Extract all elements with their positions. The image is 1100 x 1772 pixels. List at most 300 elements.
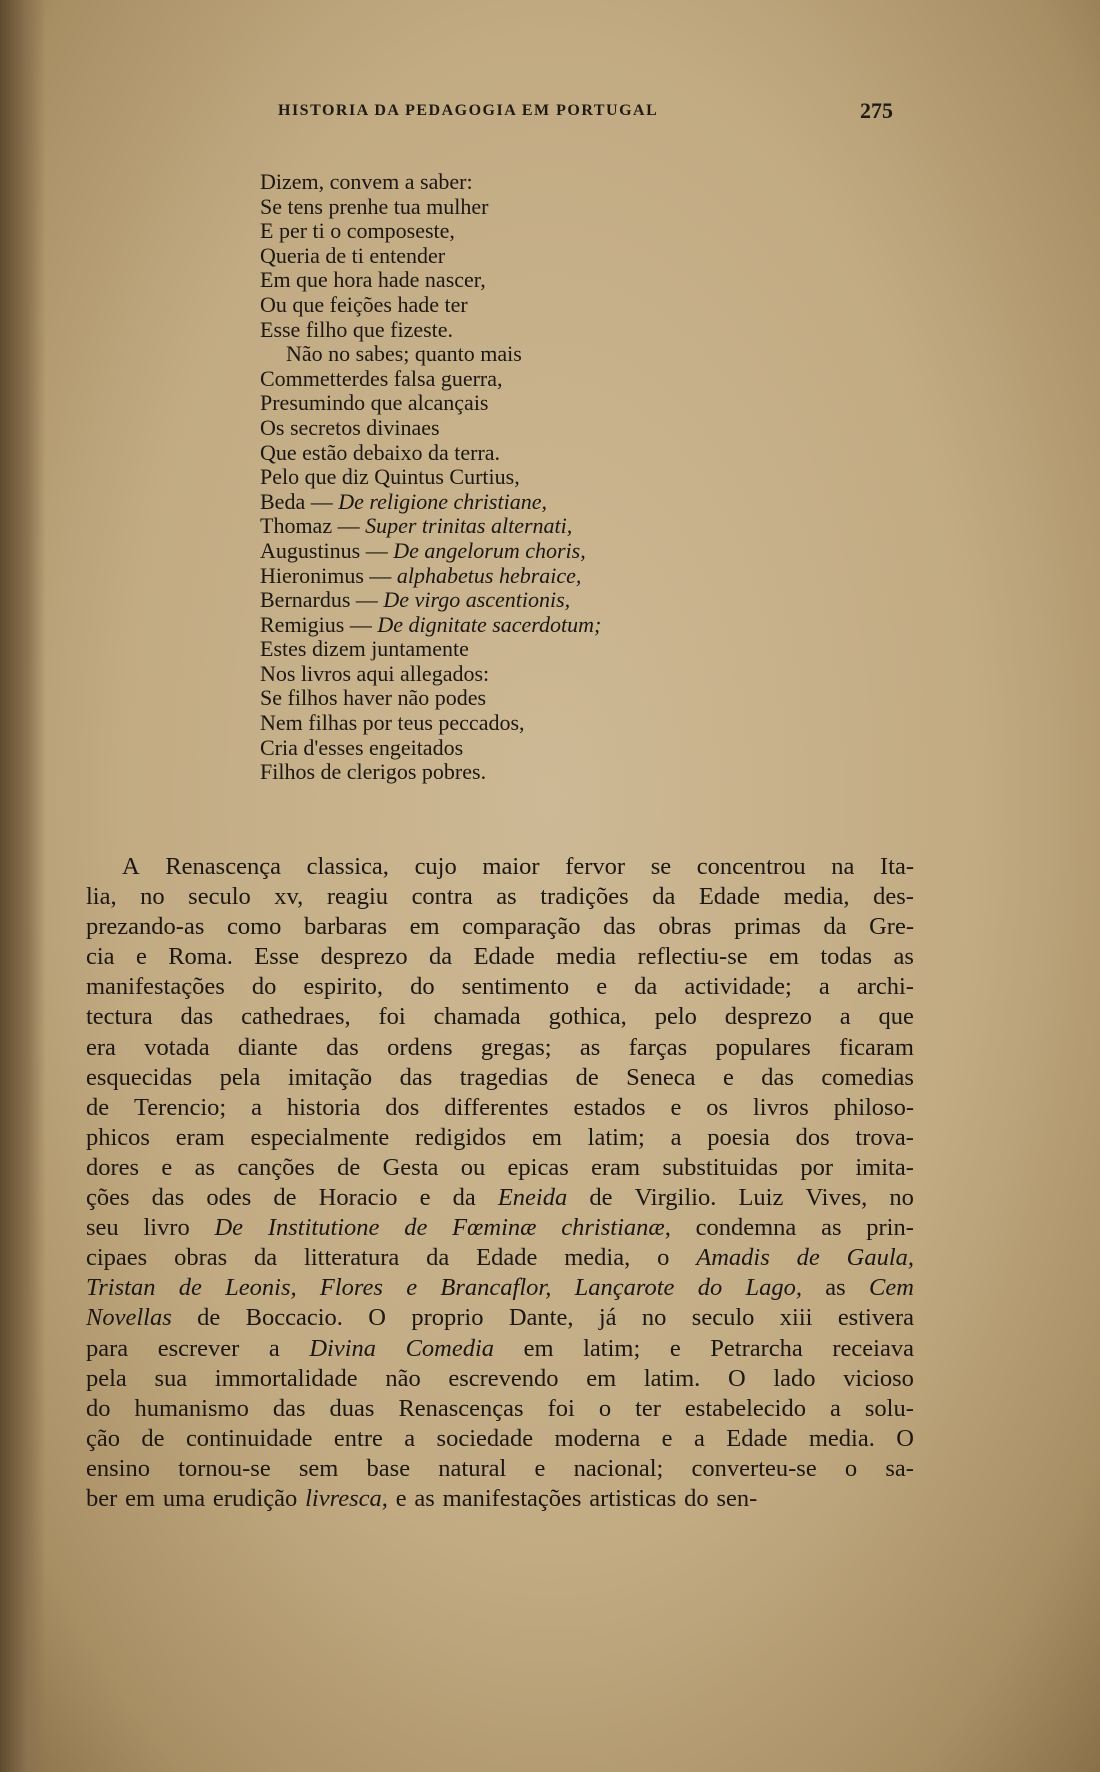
- prose-word: sua: [154, 1364, 188, 1392]
- prose-line: [86, 1334, 914, 1364]
- prose-word: ber: [86, 1484, 118, 1512]
- poem-dash: —: [363, 562, 397, 588]
- poem-dash: —: [332, 513, 366, 539]
- prose-word: receiava: [832, 1334, 914, 1362]
- prose-word: ou: [460, 1153, 486, 1181]
- prose-word: livresca,: [305, 1484, 388, 1512]
- prose-word: as: [414, 1484, 435, 1512]
- prose-word: Luiz: [738, 1184, 784, 1212]
- prose-word: ção: [86, 1424, 120, 1452]
- prose-word: cipaes: [86, 1244, 148, 1272]
- prose-word: reflectiu-se: [637, 943, 748, 971]
- prose-word: era: [86, 1033, 116, 1061]
- prose-word: Fœminæ: [452, 1214, 537, 1242]
- prose-word: as: [579, 1033, 601, 1061]
- prose-word: de: [337, 1153, 361, 1181]
- prose-word: de: [589, 1184, 613, 1212]
- poem-line: Se filhos haver não podes: [260, 685, 487, 711]
- prose-word: converteu-se: [691, 1454, 817, 1482]
- prose-line: [86, 1484, 914, 1514]
- prose-word: tornou-se: [178, 1454, 271, 1482]
- prose-word: e: [406, 1274, 418, 1302]
- prose-word: a: [818, 973, 830, 1001]
- prose-line: [86, 1213, 914, 1243]
- poem-line: [260, 564, 780, 589]
- prose-word: desprezo: [320, 943, 408, 971]
- prose-line: [86, 1394, 914, 1424]
- prose-word: manifestações: [86, 973, 225, 1001]
- poem-block: [260, 170, 780, 785]
- prose-word: desprezo: [724, 1003, 812, 1031]
- prose-word: barbaras: [304, 913, 387, 941]
- poem-line: Presumindo que alcançais: [260, 390, 489, 416]
- prose-word: archi-: [856, 973, 914, 1001]
- prose-word: ções: [86, 1184, 130, 1212]
- prose-word: O: [727, 1364, 746, 1392]
- poem-line: Esse filho que fizeste.: [260, 316, 454, 342]
- prose-word: a: [839, 1003, 851, 1031]
- prose-word: continuidade: [185, 1424, 313, 1452]
- poem-line: [260, 539, 780, 564]
- prose-word: do: [697, 1274, 723, 1302]
- prose-word: de: [575, 1063, 599, 1091]
- prose-word: de: [178, 1274, 202, 1302]
- prose-paragraph: [86, 852, 914, 1514]
- prose-word: foi: [378, 1003, 406, 1031]
- prose-line: [86, 1033, 914, 1063]
- prose-word: Divina: [309, 1334, 377, 1362]
- prose-line: [86, 1424, 914, 1454]
- prose-word: comparação: [462, 913, 581, 941]
- prose-word: Dante,: [508, 1304, 574, 1332]
- prose-word: entre: [333, 1424, 383, 1452]
- prose-line: [86, 972, 914, 1002]
- prose-word: moderna: [554, 1424, 641, 1452]
- prose-word: tradições: [540, 883, 629, 911]
- poem-line: Nos livros aqui allegados:: [260, 660, 490, 686]
- prose-word: pela: [86, 1364, 127, 1392]
- prose-word: da: [429, 943, 453, 971]
- prose-word: para: [86, 1334, 129, 1362]
- prose-word: media,: [783, 883, 850, 911]
- prose-word: comedias: [821, 1063, 914, 1091]
- prose-line: [86, 1002, 914, 1032]
- prose-word: da: [823, 913, 847, 941]
- prose-word: cujo: [414, 853, 457, 880]
- prose-word: foi: [547, 1394, 575, 1422]
- poem-line: Queria de ti entender: [260, 242, 446, 268]
- prose-word: da: [452, 1184, 476, 1212]
- prose-word: das: [151, 1184, 185, 1212]
- poem-line: Ou que feições hade ter: [260, 291, 468, 317]
- prose-line: [86, 942, 914, 972]
- prose-word: lia,: [86, 883, 117, 911]
- prose-word: as: [194, 1153, 215, 1181]
- prose-word: as: [821, 1214, 842, 1242]
- prose-word: canções: [237, 1153, 315, 1181]
- prose-word: Petrarcha: [710, 1334, 803, 1362]
- prose-word: gregas;: [480, 1033, 552, 1061]
- prose-word: Vives,: [805, 1184, 868, 1212]
- prose-word: escrevendo: [448, 1364, 559, 1392]
- prose-word: litteratura: [304, 1244, 400, 1272]
- poem-line: E per ti o composeste,: [260, 218, 455, 244]
- prose-word: e: [722, 1063, 734, 1091]
- prose-word: ter: [635, 1394, 661, 1422]
- prose-word: xv,: [274, 883, 304, 911]
- prose-word: epicas: [507, 1153, 569, 1181]
- prose-word: Horacio: [318, 1184, 398, 1212]
- prose-word: a: [251, 1093, 262, 1121]
- prose-word: Amadis: [696, 1244, 770, 1272]
- prose-word: Gaula,: [846, 1244, 914, 1272]
- poem-line: [260, 514, 780, 539]
- prose-line: [86, 852, 914, 882]
- prose-line: [86, 1123, 914, 1153]
- prose-line: [86, 1273, 914, 1303]
- prose-line: [86, 1063, 914, 1093]
- prose-word: Lago,: [745, 1274, 803, 1302]
- prose-word: O: [368, 1304, 386, 1332]
- prose-word: philoso-: [833, 1093, 914, 1121]
- poem-work-title: De religione christiane,: [338, 488, 547, 514]
- prose-word: do: [410, 973, 435, 1001]
- prose-word: uma: [162, 1484, 206, 1512]
- prose-word: latim.: [643, 1364, 701, 1392]
- prose-word: sem: [298, 1454, 339, 1482]
- prose-word: em: [523, 1334, 554, 1362]
- prose-word: populares: [715, 1033, 811, 1061]
- prose-word: em: [409, 913, 440, 941]
- prose-word: do: [684, 1484, 709, 1512]
- prose-word: xiii: [779, 1304, 813, 1332]
- poem-line: [260, 490, 780, 515]
- prose-word: de: [197, 1304, 221, 1332]
- prose-word: seu: [86, 1214, 119, 1242]
- prose-word: sentimento: [461, 973, 570, 1001]
- prose-word: estabelecido: [684, 1394, 806, 1422]
- prose-word: em: [769, 943, 799, 971]
- prose-word: as: [893, 943, 914, 971]
- page-gutter-shadow: [0, 0, 46, 1772]
- prose-word: eram: [591, 1153, 641, 1181]
- prose-word: o: [657, 1244, 670, 1272]
- prose-word: De: [214, 1214, 244, 1242]
- prose-word: Seneca: [626, 1063, 696, 1091]
- prose-word: media,: [564, 1244, 631, 1272]
- prose-word: cia: [86, 943, 115, 971]
- prose-word: differentes: [444, 1093, 549, 1121]
- prose-word: latim;: [587, 1123, 645, 1151]
- prose-word: livros: [752, 1093, 809, 1121]
- poem-line: Cria d'esses engeitados: [260, 734, 464, 760]
- prose-word: Edade: [726, 1424, 788, 1452]
- prose-word: já: [598, 1304, 617, 1332]
- prose-word: se: [650, 853, 672, 880]
- prose-word: condemna: [695, 1214, 797, 1242]
- poem-line: Estes dizem juntamente: [260, 636, 469, 662]
- prose-line: [86, 1454, 914, 1484]
- prose-word: Edade: [473, 943, 535, 971]
- prose-word: Esse: [254, 943, 300, 971]
- prose-word: trova-: [855, 1123, 914, 1151]
- prose-word: da: [652, 883, 676, 911]
- prose-word: do: [86, 1394, 111, 1422]
- poem-line: Pelo que diz Quintus Curtius,: [260, 464, 520, 490]
- prose-word: imita-: [855, 1153, 914, 1181]
- prose-word: poesia: [707, 1123, 770, 1151]
- prose-word: artisticas: [589, 1484, 677, 1512]
- prose-word: Renascenças: [398, 1394, 524, 1422]
- prose-word: as: [496, 883, 517, 911]
- prose-word: Terencio;: [134, 1093, 227, 1121]
- prose-word: concentrou: [696, 853, 806, 880]
- prose-word: prin-: [866, 1214, 914, 1242]
- prose-word: Gesta: [382, 1153, 439, 1181]
- prose-word: seculo: [691, 1304, 755, 1332]
- prose-word: no: [889, 1184, 914, 1212]
- prose-word: no: [140, 883, 165, 911]
- prose-line: [86, 1153, 914, 1183]
- prose-word: as: [825, 1274, 846, 1302]
- prose-word: votada: [144, 1033, 210, 1061]
- prose-line: [86, 1183, 914, 1213]
- poem-author-name: Beda: [260, 488, 306, 514]
- prose-word: em: [125, 1484, 156, 1512]
- prose-word: de: [273, 1184, 297, 1212]
- prose-word: contra: [411, 883, 473, 911]
- prose-word: todas: [820, 943, 873, 971]
- prose-word: chamada: [433, 1003, 521, 1031]
- prose-word: das: [399, 1063, 433, 1091]
- prose-word: immortalidade: [214, 1364, 358, 1392]
- prose-word: base: [366, 1454, 411, 1482]
- prose-word: Leonis,: [225, 1274, 297, 1302]
- prose-word: Gre-: [869, 913, 914, 941]
- prose-word: erudição: [212, 1484, 298, 1512]
- prose-word: Renascença: [165, 853, 281, 880]
- prose-word: e: [596, 973, 608, 1001]
- prose-word: e: [534, 1454, 546, 1482]
- prose-word: e: [419, 1184, 431, 1212]
- prose-word: media.: [808, 1424, 875, 1452]
- poem-dash: —: [350, 587, 384, 613]
- prose-word: historia: [286, 1093, 361, 1121]
- prose-word: obras: [174, 1244, 228, 1272]
- prose-word: O: [896, 1424, 914, 1452]
- prose-word: como: [226, 913, 282, 941]
- prose-word: estados: [573, 1093, 646, 1121]
- prose-word: Edade: [698, 883, 761, 911]
- prose-word: Tristan: [86, 1274, 156, 1302]
- prose-word: vicioso: [843, 1364, 914, 1392]
- prose-word: proprio: [411, 1304, 484, 1332]
- prose-word: sa-: [885, 1454, 914, 1482]
- prose-word: redigidos: [415, 1123, 507, 1151]
- prose-word: manifestações: [442, 1484, 582, 1512]
- poem-author-name: Augustinus: [260, 537, 361, 563]
- prose-word: estivera: [837, 1304, 914, 1332]
- poem-author-name: Bernardus: [260, 587, 351, 613]
- prose-word: A: [122, 853, 140, 880]
- prose-line: [86, 1243, 914, 1273]
- prose-word: Boccacio.: [245, 1304, 343, 1332]
- prose-word: obras: [658, 913, 712, 941]
- prose-word: Cem: [869, 1274, 914, 1302]
- poem-line: Commetterdes falsa guerra,: [260, 365, 503, 391]
- prose-word: o: [844, 1454, 858, 1482]
- prose-word: a: [404, 1424, 416, 1452]
- prose-word: de: [141, 1424, 165, 1452]
- prose-word: das: [326, 1033, 359, 1061]
- prose-word: de: [796, 1244, 820, 1272]
- prose-word: das: [603, 913, 636, 941]
- prose-word: latim;: [583, 1334, 641, 1362]
- poem-line: Que estão debaixo da terra.: [260, 439, 501, 465]
- prose-word: imitação: [287, 1063, 373, 1091]
- prose-word: de: [404, 1214, 428, 1242]
- prose-word: cathedraes,: [241, 1003, 351, 1031]
- prose-word: natural: [438, 1454, 507, 1482]
- poem-work-title: De angelorum choris,: [393, 537, 586, 563]
- poem-line: Em que hora hade nascer,: [260, 267, 486, 293]
- prose-word: em: [531, 1123, 562, 1151]
- poem-line: [260, 588, 780, 613]
- prose-word: fervor: [565, 853, 626, 880]
- prose-word: farças: [628, 1033, 688, 1061]
- poem-work-title: De virgo ascentionis,: [383, 587, 571, 613]
- prose-word: na: [831, 853, 855, 880]
- prose-word: Institutione: [267, 1214, 380, 1242]
- prose-word: prezando-as: [86, 913, 205, 941]
- prose-word: Brancaflor,: [440, 1274, 552, 1302]
- prose-word: tectura: [86, 1003, 153, 1031]
- poem-line: Dizem, convem a saber:: [260, 169, 473, 194]
- prose-word: pela: [219, 1063, 261, 1091]
- prose-word: phicos: [86, 1123, 150, 1151]
- prose-word: Ita-: [880, 853, 914, 880]
- prose-word: des-: [873, 883, 914, 911]
- prose-word: Edade: [476, 1244, 538, 1272]
- prose-line: [86, 882, 914, 912]
- prose-word: gothica,: [548, 1003, 627, 1031]
- prose-word: espirito,: [303, 973, 384, 1001]
- prose-word: odes: [206, 1184, 252, 1212]
- prose-word: e: [670, 1093, 682, 1121]
- prose-line: [86, 1093, 914, 1123]
- prose-word: das: [761, 1063, 794, 1091]
- prose-word: o: [598, 1394, 612, 1422]
- poem-work-title: Super trinitas alternati,: [365, 513, 573, 539]
- prose-word: livro: [143, 1214, 190, 1242]
- prose-word: christianæ,: [561, 1214, 671, 1242]
- prose-word: seculo: [188, 883, 251, 911]
- prose-word: nacional;: [573, 1454, 664, 1482]
- poem-line: [260, 613, 780, 638]
- poem-dash: —: [360, 537, 394, 563]
- prose-word: Novellas: [86, 1304, 172, 1332]
- page-number: 275: [860, 98, 893, 123]
- prose-word: primas: [734, 913, 801, 941]
- poem-author-name: Thomaz: [260, 513, 333, 539]
- prose-word: não: [385, 1364, 421, 1392]
- prose-word: Roma.: [168, 943, 233, 971]
- prose-word: do: [251, 973, 277, 1001]
- poem-line: Filhos de clerigos pobres.: [260, 759, 487, 785]
- prose-line: [86, 1303, 914, 1333]
- prose-word: maior: [482, 853, 540, 880]
- prose-word: dos: [385, 1093, 420, 1121]
- poem-line: Se tens prenhe tua mulher: [260, 193, 489, 219]
- prose-line: [86, 912, 914, 942]
- poem-work-title: alphabetus hebraice,: [396, 562, 582, 588]
- poem-author-name: Hieronimus: [260, 562, 364, 588]
- prose-word: e: [135, 943, 147, 971]
- prose-word: a: [693, 1424, 705, 1452]
- prose-word: da: [426, 1244, 450, 1272]
- prose-word: especialmente: [250, 1123, 390, 1151]
- prose-word: media: [556, 943, 617, 971]
- prose-word: e: [661, 1424, 673, 1452]
- prose-word: substituidas: [662, 1153, 779, 1181]
- running-title: HISTORIA DA PEDAGOGIA EM PORTUGAL: [278, 102, 659, 119]
- prose-word: das: [272, 1394, 306, 1422]
- prose-word: Virgilio.: [634, 1184, 717, 1212]
- prose-word: escrever: [157, 1334, 240, 1362]
- poem-author-name: Remigius: [260, 611, 345, 637]
- prose-word: e: [669, 1334, 681, 1362]
- prose-word: ensino: [86, 1454, 150, 1482]
- prose-word: que: [878, 1003, 914, 1031]
- prose-word: Comedia: [405, 1334, 495, 1362]
- prose-word: em: [586, 1364, 617, 1392]
- prose-word: e: [395, 1484, 407, 1512]
- prose-word: no: [641, 1304, 667, 1332]
- prose-word: sen-: [716, 1484, 758, 1512]
- prose-word: actividade;: [684, 973, 792, 1001]
- poem-dash: —: [344, 611, 378, 637]
- prose-word: duas: [329, 1394, 375, 1422]
- prose-word: os: [706, 1093, 729, 1121]
- prose-word: sociedade: [436, 1424, 534, 1452]
- prose-word: eram: [175, 1123, 225, 1151]
- prose-line: [86, 1364, 914, 1394]
- prose-word: por: [800, 1153, 834, 1181]
- prose-word: reagiu: [326, 883, 389, 911]
- poem-line: Não no sabes; quanto mais: [286, 341, 522, 367]
- prose-word: Eneida: [497, 1184, 568, 1212]
- prose-word: e: [161, 1153, 173, 1181]
- prose-word: Lançarote: [574, 1274, 675, 1302]
- prose-word: esquecidas: [86, 1063, 193, 1091]
- prose-word: a: [829, 1394, 841, 1422]
- prose-word: a: [268, 1334, 280, 1362]
- prose-word: lado: [773, 1364, 816, 1392]
- prose-word: pelo: [654, 1003, 697, 1031]
- prose-word: tragedias: [459, 1063, 549, 1091]
- prose-word: dores: [86, 1153, 140, 1181]
- prose-word: diante: [237, 1033, 298, 1061]
- prose-word: das: [180, 1003, 214, 1031]
- prose-word: humanismo: [134, 1394, 249, 1422]
- poem-line: Nem filhas por teus peccados,: [260, 710, 525, 736]
- poem-dash: —: [305, 488, 339, 514]
- prose-word: classica,: [306, 853, 389, 880]
- prose-word: ficaram: [839, 1033, 914, 1061]
- prose-word: da: [254, 1244, 278, 1272]
- poem-line: Os secretos divinaes: [260, 414, 440, 440]
- prose-word: de: [86, 1093, 110, 1121]
